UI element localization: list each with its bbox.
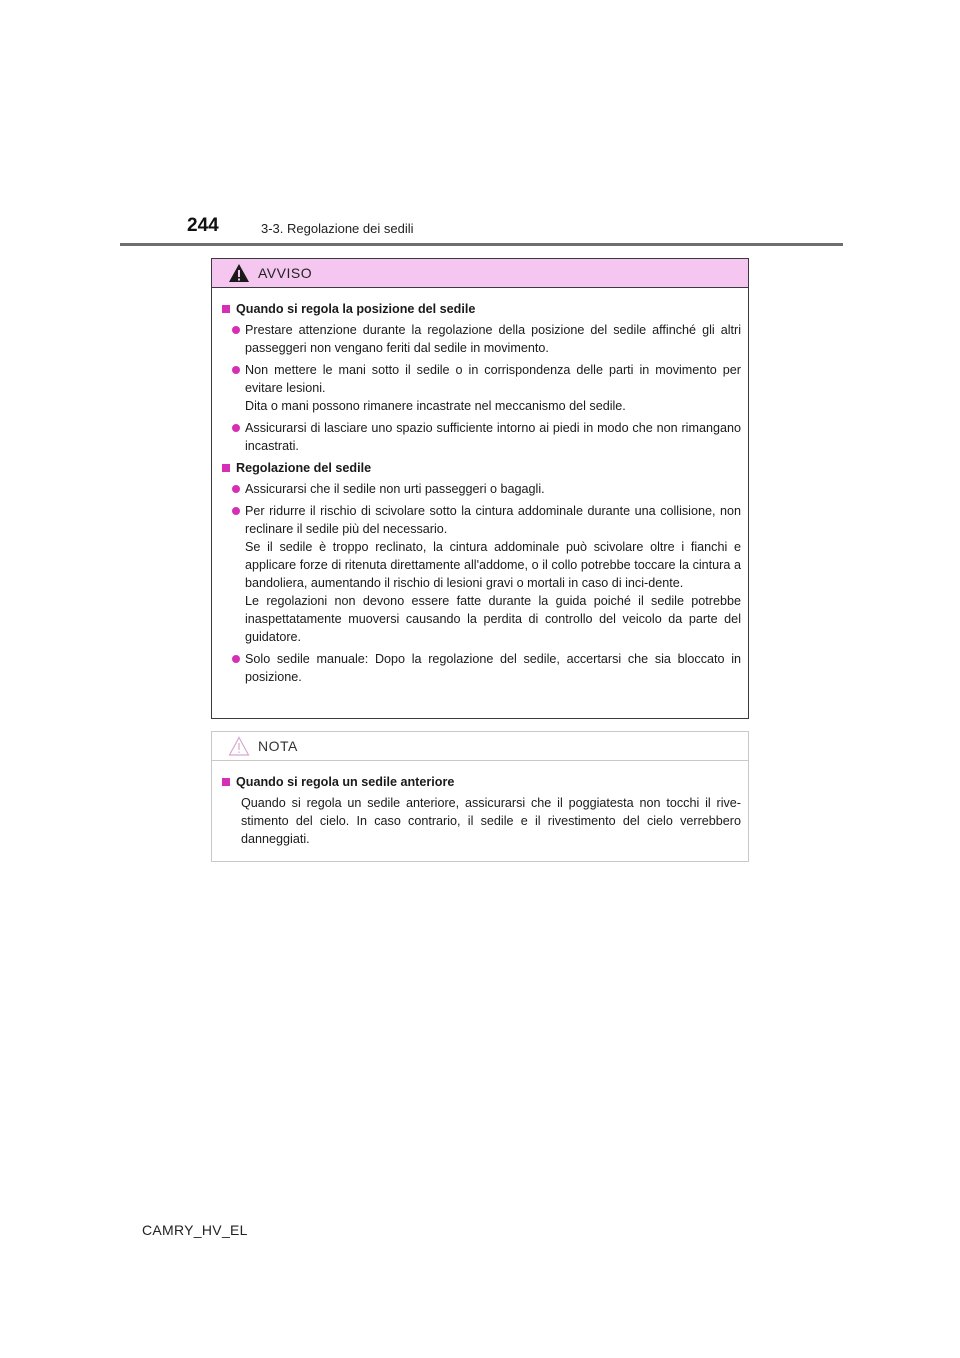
bullet-line: Solo sedile manuale: Dopo la regolazione del sedile, accertarsi che sia bloccato in posizione. (245, 652, 741, 684)
circle-bullet-icon (232, 507, 240, 515)
section-title: 3-3. Regolazione dei sedili (261, 221, 414, 236)
note-box (211, 731, 749, 862)
bullet-line: Assicurarsi che il sedile non urti passeggeri o bagagli. (245, 482, 545, 496)
bullet-line: Le regolazioni non devono essere fatte durante la guida poiché il sedile potrebbe inaspettatamente muoversi causando la perdita di controllo del veicolo da parte del guidatore. (245, 594, 741, 644)
square-bullet-icon (222, 778, 230, 786)
bullet-item (232, 502, 741, 646)
bullet-line: Prestare attenzione durante la regolazione della posizione del sedile affinché gli altri passeggeri non vengano feriti dal sedile in movimento. (245, 323, 741, 355)
note-title: NOTA (258, 738, 298, 754)
heading-text: Quando si regola un sedile anteriore (236, 775, 455, 789)
square-bullet-icon (222, 305, 230, 313)
bullet-line: Dita o mani possono rimanere incastrate nel meccanismo del sedile. (245, 399, 626, 413)
bullet-text (245, 361, 741, 415)
bullet-text (245, 650, 741, 686)
bullet-line: Per ridurre il rischio di scivolare sotto la cintura addominale durante una collisione, non reclinare il sedile più del necessario. (245, 504, 741, 536)
heading-text: Quando si regola la posizione del sedile (236, 302, 476, 316)
heading-text: Regolazione del sedile (236, 461, 372, 475)
bullet-text (245, 321, 741, 357)
page-number: 244 (187, 215, 219, 236)
footer-code: CAMRY_HV_EL (142, 1222, 248, 1238)
note-header (212, 732, 748, 761)
warning-group (221, 459, 741, 686)
caution-triangle-icon (228, 736, 250, 756)
bullet-item (232, 650, 741, 686)
note-heading (221, 773, 741, 791)
warning-body (212, 288, 748, 686)
bullet-line: Assicurarsi di lasciare uno spazio sufficiente intorno ai piedi in modo che non rimangano incastrati. (245, 421, 741, 453)
bullet-item (232, 361, 741, 415)
circle-bullet-icon (232, 366, 240, 374)
circle-bullet-icon (232, 326, 240, 334)
warning-group-heading (221, 459, 741, 477)
warning-box (211, 258, 749, 719)
warning-group (221, 300, 741, 455)
bullet-text (245, 419, 741, 455)
bullet-item (232, 321, 741, 357)
warning-triangle-icon (228, 263, 250, 283)
circle-bullet-icon (232, 655, 240, 663)
circle-bullet-icon (232, 485, 240, 493)
bullet-text (245, 502, 741, 646)
bullet-text (245, 480, 741, 498)
warning-group-heading (221, 300, 741, 318)
header-rule (120, 243, 843, 246)
bullet-item (232, 419, 741, 455)
warning-header (212, 259, 748, 288)
bullet-line: Se il sedile è troppo reclinato, la cintura addominale può scivolare oltre i fianchi e applicare forze di ritenuta direttamente all'addome, o il collo potrebbe toccare la cintura a bandoliera, aumentando il rischio di lesioni gravi o mortali in caso di inci-dente. (245, 540, 741, 590)
square-bullet-icon (222, 464, 230, 472)
note-body (212, 761, 748, 848)
bullet-line: Non mettere le mani sotto il sedile o in corrispondenza delle parti in movimento per evitare lesioni. (245, 363, 741, 395)
warning-title: AVVISO (258, 265, 313, 281)
bullet-item (232, 480, 741, 498)
note-text: Quando si regola un sedile anteriore, assicurarsi che il poggiatesta non tocchi il rive-stimento del cielo. In caso contrario, il sedile e il rivestimento del cielo verrebbero danneggiati. (241, 796, 741, 846)
circle-bullet-icon (232, 424, 240, 432)
